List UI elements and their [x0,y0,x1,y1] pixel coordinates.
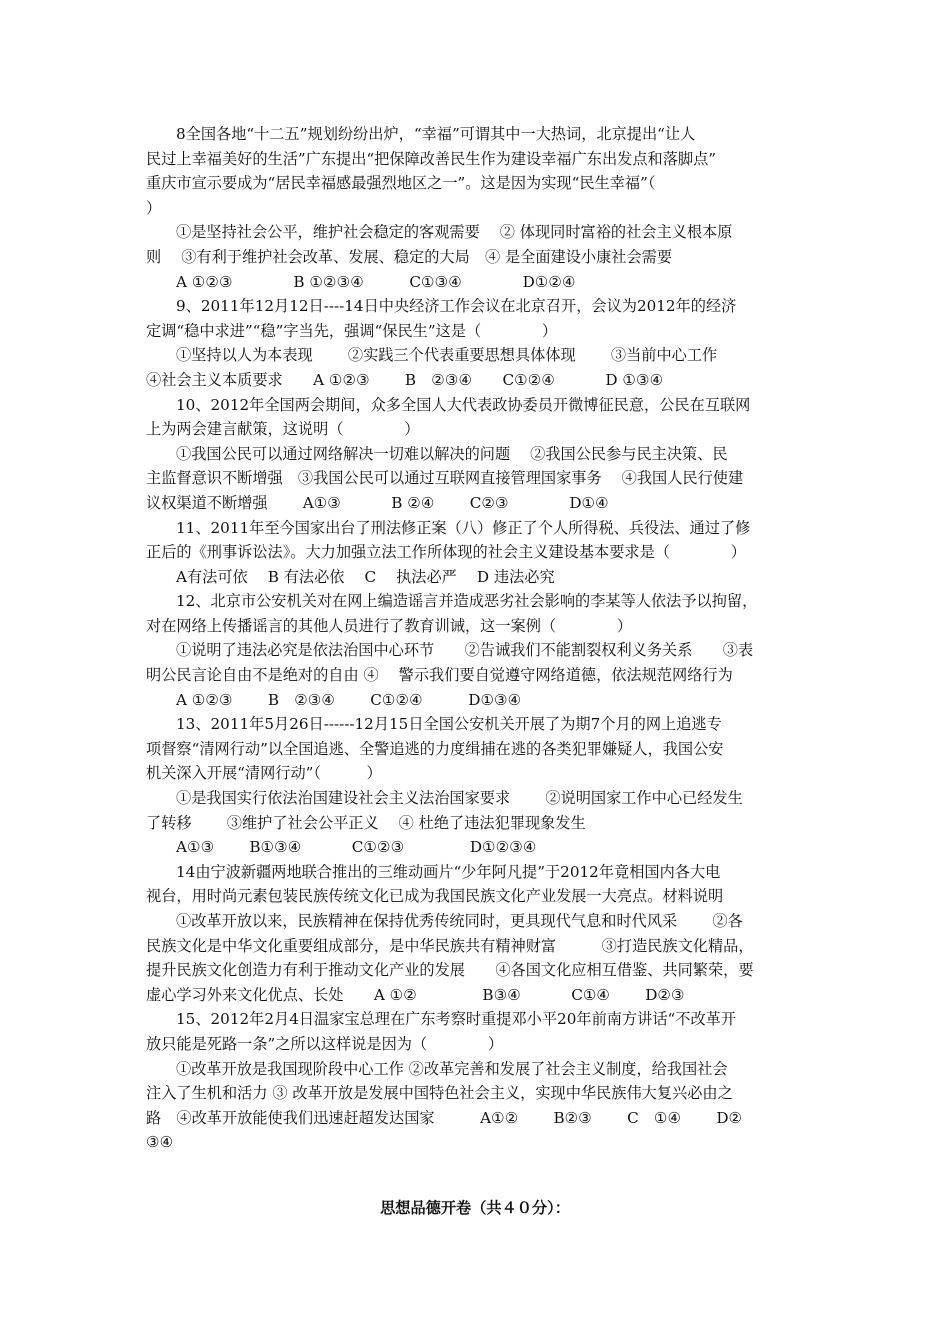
text-line: 虚心学习外来文化优点、长处 A ①② B③④ C①④ D②③ [146,985,685,1004]
text-line: 15、2012年2月4日温家宝总理在广东考察时重提邓小平20年前南方讲话“不改革开 [176,1010,737,1029]
text-line: 14由宁波新疆两地联合推出的三维动画片“少年阿凡提”于2012年竟相国内各大电 [176,862,721,881]
text-line: A ①②③ B ②③④ C①②④ D①③④ [176,690,522,709]
text-line: 了转移 ③维护了社会公平正义 ④ 杜绝了违法犯罪现象发生 [146,813,586,832]
text-line: 提升民族文化创造力有利于推动文化产业的发展 ④各国文化应相互借鉴、共同繁荣，要 [146,961,754,980]
text-line: 对在网络上传播谣言的其他人员进行了教育训诫，这一案例（ ） [146,616,632,635]
question-text-block [146,122,816,1155]
text-line: 重庆市宣示要成为“居民幸福感最强烈地区之一”。这是因为实现“民生幸福”（ [146,174,656,193]
text-line: ①我国公民可以通过网络解决一切难以解决的问题 ②我国公民参与民主决策、民 [176,444,728,463]
text-line: 上为两会建言献策，这说明（ ） [146,420,420,439]
text-line: ①坚持以人为本表现 ②实践三个代表重要思想具体体现 ③当前中心工作 [176,346,718,365]
text-line: 放只能是死路一条”之所以这样说是因为（ ） [146,1034,504,1053]
text-line: A ①②③ B ①②③④ C①③④ D①②④ [176,272,576,291]
text-line: ①是坚持社会公平，维护社会稳定的客观需要 ② 体现同时富裕的社会主义根本原 [176,223,733,242]
text-line: 路 ④改革开放能使我们迅速赶超发达国家 A①② B②③ C ①④ D② [146,1108,743,1127]
text-line: 视台，用时尚元素包装民族传统文化已成为我国民族文化产业发展一大亮点。材料说明 [146,887,724,906]
text-line: 主监督意识不断增强 ③我国公民可以通过互联网直接管理国家事务 ④我国人民行使建 [146,469,744,488]
text-line: 民过上幸福美好的生活”广东提出“把保障改善民生作为建设幸福广东出发点和落脚点” [146,149,717,168]
text-line: 10、2012年全国两会期间，众多全国人大代表政协委员开微博征民意，公民在互联网 [176,395,751,414]
text-line: 则 ③有利于维护社会改革、发展、稳定的大局 ④ 是全面建设小康社会需要 [146,247,673,266]
text-line: ①改革开放是我国现阶段中心工作 ②改革完善和发展了社会主义制度，给我国社会 [176,1059,728,1078]
text-line: 8全国各地“十二五”规划纷纷出炉，“幸福”可谓其中一大热词，北京提出“让人 [176,125,696,143]
text-line: ④社会主义本质要求 A ①②③ B ②③④ C①②④ D ①③④ [146,370,664,389]
text-line: 11、2011年至今国家出台了刑法修正案（八）修正了个人所得税、兵役法、通过了修 [176,518,751,537]
text-line: ①说明了违法必究是依法治国中心环节 ②告诫我们不能割裂权利义务关系 ③表 [176,641,754,660]
text-line: 9、2011年12月12日----14日中央经济工作会议在北京召开，会议为2012年的经济 [176,297,737,316]
text-line: 议权渠道不断增强 A①③ B ②④ C②③ D①④ [146,493,609,512]
section-heading: 思想品德开卷（共４０分）： [380,1199,570,1217]
text-line: ③④ [146,1133,174,1152]
text-line: 定调“稳中求进”“稳”字当先，强调“保民生”这是（ ） [146,321,558,340]
text-line: A有法可依 B 有法必依 C 执法必严 D 违法必究 [176,567,555,586]
text-line: 机关深入开展“清网行动”（ ） [146,764,382,783]
text-line: 民族文化是中华文化重要组成部分，是中华民族共有精神财富 ③打造民族文化精品， [146,936,754,955]
text-line: 项督察“清网行动”以全国追逃、全警追逃的力度缉捕在逃的各类犯罪嫌疑人，我国公安 [146,739,724,758]
text-line: 正后的《刑事诉讼法》。大力加强立法工作所体现的社会主义建设基本要求是（ ） [146,543,746,562]
text-line: 13、2011年5月26日------12月15日全国公安机关开展了为期7个月的网上追逃专 [176,715,722,734]
text-line: ①是我国实行依法治国建设社会主义法治国家要求 ②说明国家工作中心已经发生 [176,789,743,808]
text-line: 明公民言论自由不是绝对的自由 ④ 警示我们要自觉遵守网络道德，依法规范网络行为 [146,666,733,685]
text-line: A①③ B①③④ C①②③ D①②③④ [176,838,537,857]
text-line: 12、北京市公安机关对在网上编造谣言并造成恶劣社会影响的李某等人依法予以拘留， [176,592,758,611]
text-line: 注入了生机和活力 ③ 改革开放是发展中国特色社会主义，实现中华民族伟大复兴必由之 [146,1084,733,1103]
text-line: ） [146,198,162,217]
text-line: ①改革开放以来，民族精神在保持优秀传统同时，更具现代气息和时代风采 ②各 [176,912,743,930]
